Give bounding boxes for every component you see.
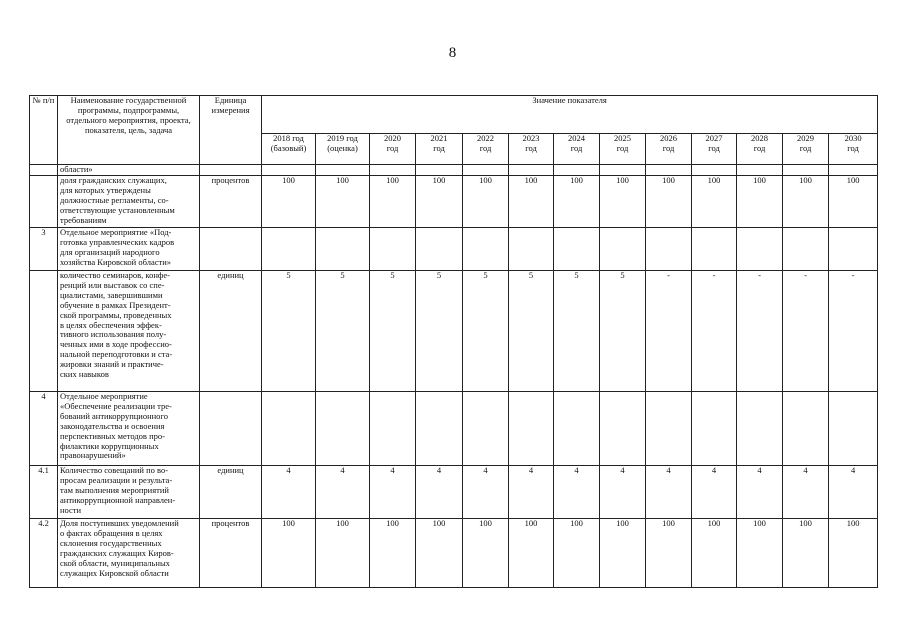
- col-header-year: [829, 134, 878, 165]
- row-name-line: просам реализации и результа-: [60, 474, 173, 485]
- row-value: [316, 165, 370, 176]
- year-label: 2023: [522, 133, 540, 143]
- row-name: [58, 466, 200, 519]
- row-value: 100: [554, 519, 600, 588]
- col-header-year: [737, 134, 783, 165]
- row-name-line: ответствующие установленным: [60, 204, 175, 215]
- page-number: 8: [448, 45, 457, 61]
- row-name-line: гражданских служащих Киров-: [60, 547, 174, 558]
- row-value: 4: [554, 466, 600, 519]
- row-value: 100: [370, 519, 416, 588]
- row-value: 100: [692, 176, 737, 228]
- col-header-year: [509, 134, 554, 165]
- year-sublabel: год: [479, 142, 492, 153]
- row-name-line: Отдельное мероприятие «Под-: [60, 227, 172, 237]
- row-value: 100: [737, 519, 783, 588]
- row-name-line: перспективных методов про-: [60, 430, 165, 441]
- year-sublabel: год: [662, 142, 675, 153]
- row-value: 5: [316, 271, 370, 392]
- row-value: 4: [783, 466, 829, 519]
- row-value: 100: [316, 176, 370, 228]
- row-value: [262, 228, 316, 271]
- row-value: 5: [463, 271, 509, 392]
- table-row: [30, 165, 878, 176]
- row-value: [262, 165, 316, 176]
- row-value: [416, 228, 463, 271]
- row-number: 4: [30, 392, 58, 466]
- row-value: 100: [692, 519, 737, 588]
- row-name-line: области»: [60, 164, 93, 174]
- row-name-line: требованиям: [60, 214, 107, 225]
- table-row: [30, 519, 878, 588]
- row-name-line: законодательства и освоения: [60, 420, 165, 431]
- year-label: 2020: [384, 133, 401, 143]
- row-unit: процентов: [200, 519, 262, 588]
- year-label: 2028: [751, 133, 768, 143]
- row-name-line: ренций или выставок со спе-: [60, 279, 165, 290]
- row-name-line: ности: [60, 504, 82, 515]
- year-sublabel: (оценка): [327, 142, 358, 153]
- row-value: [509, 392, 554, 466]
- row-value: 5: [416, 271, 463, 392]
- row-value: [463, 228, 509, 271]
- row-value: [783, 165, 829, 176]
- row-value: 100: [829, 176, 878, 228]
- row-value: -: [783, 271, 829, 392]
- col-header-unit: Единица измерения: [200, 96, 262, 165]
- row-value: [370, 392, 416, 466]
- row-value: 100: [416, 176, 463, 228]
- row-name-line: в целях обеспечения эффек-: [60, 319, 162, 330]
- row-name-line: филактики коррупционных: [60, 440, 159, 451]
- col-header-year: [600, 134, 646, 165]
- row-name-line: Отдельное мероприятие: [60, 391, 148, 401]
- year-label: 2019 год: [327, 133, 358, 143]
- col-header-values: Значение показателя: [262, 96, 878, 134]
- table-row: [30, 271, 878, 392]
- year-sublabel: год: [799, 142, 812, 153]
- row-name: [58, 392, 200, 466]
- row-value: [737, 165, 783, 176]
- row-value: [692, 228, 737, 271]
- col-header-year: [554, 134, 600, 165]
- row-name-line: ской области, муниципальных: [60, 557, 170, 568]
- row-value: [370, 228, 416, 271]
- year-sublabel: год: [570, 142, 583, 153]
- year-sublabel: год: [433, 142, 445, 153]
- row-name-line: о фактах обращения в целях: [60, 527, 163, 538]
- row-value: [646, 392, 692, 466]
- row-value: [600, 165, 646, 176]
- row-value: 100: [646, 519, 692, 588]
- row-value: [829, 228, 878, 271]
- col-header-year: [783, 134, 829, 165]
- row-value: 100: [262, 176, 316, 228]
- row-unit: единиц: [200, 271, 262, 392]
- row-value: 100: [783, 519, 829, 588]
- row-name-line: там выполнения мероприятий: [60, 484, 169, 495]
- row-value: 100: [600, 519, 646, 588]
- row-value: 4: [262, 466, 316, 519]
- row-value: [692, 165, 737, 176]
- row-name-line: ских навыков: [60, 369, 109, 380]
- row-value: 4: [692, 466, 737, 519]
- row-name: [58, 228, 200, 271]
- row-value: 100: [646, 176, 692, 228]
- row-unit: единиц: [200, 466, 262, 519]
- row-number: [30, 176, 58, 228]
- row-name-line: тивного использования полу-: [60, 329, 167, 340]
- row-value: 5: [554, 271, 600, 392]
- row-value: [554, 228, 600, 271]
- row-value: 5: [262, 271, 316, 392]
- col-header-year: [316, 134, 370, 165]
- row-value: -: [646, 271, 692, 392]
- row-name-line: нальной переподготовки и ста-: [60, 349, 173, 360]
- row-value: 4: [509, 466, 554, 519]
- year-sublabel: год: [753, 142, 766, 153]
- row-number: 4.1: [30, 466, 58, 519]
- row-value: 100: [783, 176, 829, 228]
- row-name-line: готовка управленческих кадров: [60, 236, 175, 247]
- table-row: [30, 176, 878, 228]
- row-value: -: [829, 271, 878, 392]
- table-row: [30, 228, 878, 271]
- col-header-year: [416, 134, 463, 165]
- row-value: [783, 228, 829, 271]
- row-value: [509, 165, 554, 176]
- year-sublabel: (базовый): [270, 142, 307, 153]
- row-name-line: доля гражданских служащих,: [60, 175, 167, 185]
- row-name-line: Доля поступивших уведомлений: [60, 518, 179, 528]
- col-header-year: [370, 134, 416, 165]
- year-sublabel: год: [847, 142, 859, 153]
- row-name: [58, 519, 200, 588]
- row-name-line: бований антикоррупционного: [60, 410, 168, 421]
- row-value: 100: [829, 519, 878, 588]
- row-name: [58, 271, 200, 392]
- year-label: 2021: [430, 133, 448, 143]
- row-name-line: «Обеспечение реализации тре-: [60, 400, 172, 411]
- row-value: 100: [554, 176, 600, 228]
- row-value: 100: [463, 519, 509, 588]
- row-name-line: правонарушений»: [60, 450, 126, 461]
- row-unit: [200, 228, 262, 271]
- row-unit: [200, 392, 262, 466]
- year-label: 2030: [844, 133, 862, 143]
- row-name-line: для организаций народного: [60, 246, 160, 257]
- row-name-line: для которых утверждены: [60, 184, 151, 195]
- row-value: -: [692, 271, 737, 392]
- row-value: [600, 392, 646, 466]
- row-value: 100: [316, 519, 370, 588]
- row-value: 4: [600, 466, 646, 519]
- row-value: [692, 392, 737, 466]
- row-value: [509, 228, 554, 271]
- row-name-line: склонения государственных: [60, 537, 162, 548]
- row-value: 100: [509, 176, 554, 228]
- row-number: 3: [30, 228, 58, 271]
- row-value: 5: [370, 271, 416, 392]
- year-label: 2022: [477, 133, 494, 143]
- row-value: 5: [600, 271, 646, 392]
- row-name-line: хозяйства Кировской области»: [60, 256, 172, 267]
- col-header-year: [463, 134, 509, 165]
- row-name-line: служащих Кировской области: [60, 567, 169, 578]
- row-value: -: [737, 271, 783, 392]
- row-value: [646, 228, 692, 271]
- table-row: [30, 392, 878, 466]
- row-value: [370, 165, 416, 176]
- year-label: 2024: [568, 133, 585, 143]
- row-name-line: Количество совещаний по во-: [60, 465, 169, 475]
- row-value: [416, 392, 463, 466]
- row-name-line: ской программы, проведенных: [60, 309, 172, 320]
- row-name: [58, 176, 200, 228]
- row-name-line: ченных ими в ходе профессио-: [60, 339, 172, 350]
- row-value: [554, 165, 600, 176]
- header-row-top: [30, 96, 878, 134]
- row-value: 100: [600, 176, 646, 228]
- row-value: [262, 392, 316, 466]
- col-header-num: № п/п: [30, 96, 58, 165]
- row-value: [737, 228, 783, 271]
- col-header-year: [692, 134, 737, 165]
- row-value: [463, 165, 509, 176]
- row-value: 4: [829, 466, 878, 519]
- row-value: [316, 228, 370, 271]
- row-value: 100: [509, 519, 554, 588]
- year-label: 2018 год: [273, 133, 304, 143]
- row-value: [829, 165, 878, 176]
- row-value: [829, 392, 878, 466]
- row-value: 4: [737, 466, 783, 519]
- row-value: [463, 392, 509, 466]
- col-header-name: Наименование государственной программы, подпрограммы, отдельного мероприятия, проекта, показателя, цель, задача: [58, 96, 200, 165]
- row-value: 4: [370, 466, 416, 519]
- row-value: [737, 392, 783, 466]
- row-value: 4: [646, 466, 692, 519]
- row-value: 100: [737, 176, 783, 228]
- row-name: [58, 165, 200, 176]
- row-name-line: должностные регламенты, со-: [60, 194, 169, 205]
- row-value: 100: [262, 519, 316, 588]
- year-sublabel: год: [386, 142, 399, 153]
- row-unit: [200, 165, 262, 176]
- row-unit: процентов: [200, 176, 262, 228]
- row-name-line: жировки знаний и практиче-: [60, 359, 164, 370]
- row-number: [30, 271, 58, 392]
- row-number: [30, 165, 58, 176]
- row-value: [316, 392, 370, 466]
- year-sublabel: год: [708, 142, 720, 153]
- row-value: [783, 392, 829, 466]
- row-value: 5: [509, 271, 554, 392]
- row-value: [600, 228, 646, 271]
- row-value: 4: [316, 466, 370, 519]
- year-label: 2029: [797, 133, 814, 143]
- row-value: 100: [463, 176, 509, 228]
- row-value: 100: [416, 519, 463, 588]
- row-value: [416, 165, 463, 176]
- row-value: 4: [463, 466, 509, 519]
- row-name-line: количество семинаров, конфе-: [60, 270, 170, 280]
- row-value: 100: [370, 176, 416, 228]
- year-label: 2027: [705, 133, 723, 143]
- row-name-line: антикоррупционной направлен-: [60, 494, 176, 505]
- row-value: [646, 165, 692, 176]
- year-label: 2025: [614, 133, 631, 143]
- row-value: 4: [416, 466, 463, 519]
- col-header-year: [262, 134, 316, 165]
- col-header-year: [646, 134, 692, 165]
- year-sublabel: год: [525, 142, 537, 153]
- row-number: 4.2: [30, 519, 58, 588]
- year-sublabel: год: [616, 142, 629, 153]
- year-label: 2026: [660, 133, 677, 143]
- table-row: [30, 466, 878, 519]
- indicator-table: [29, 95, 878, 588]
- row-name-line: обучение в рамках Президент-: [60, 299, 171, 310]
- row-value: [554, 392, 600, 466]
- row-name-line: циалистами, завершившими: [60, 289, 163, 300]
